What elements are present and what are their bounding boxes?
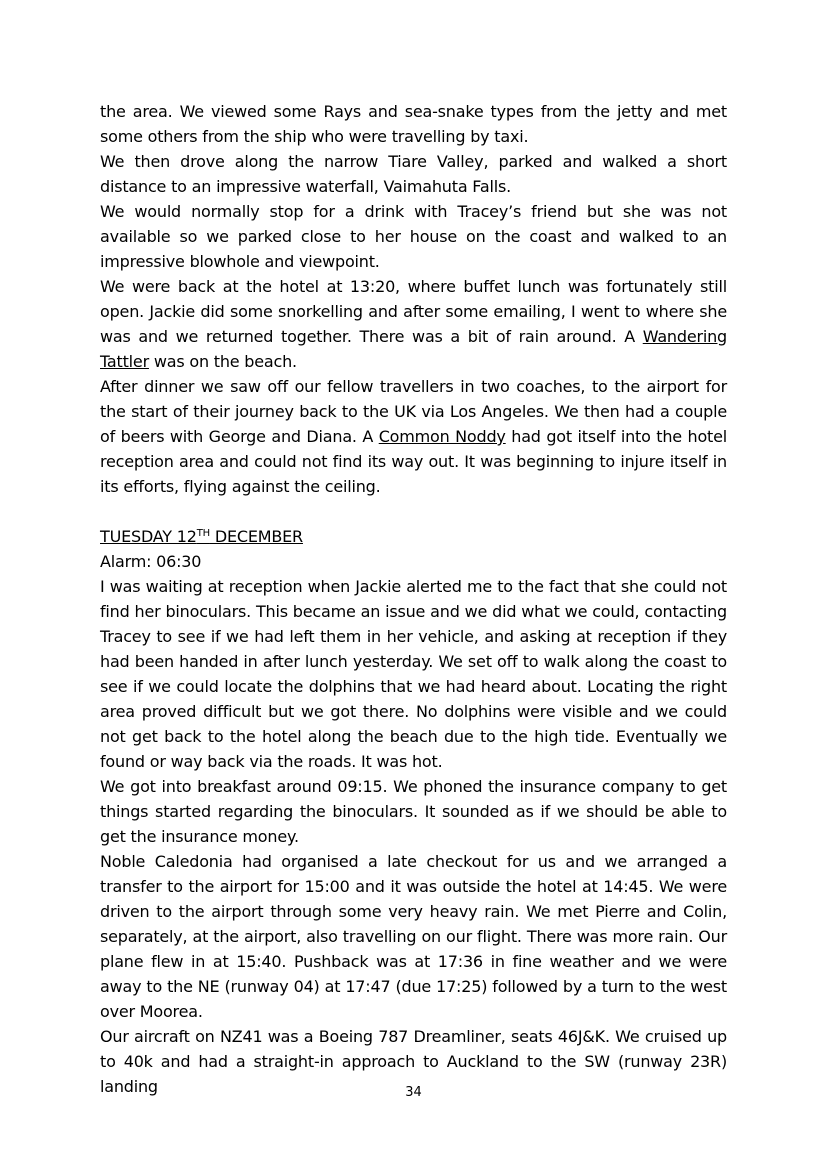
alarm-line: Alarm: 06:30: [100, 552, 202, 571]
paragraph-airport: Noble Caledonia had organised a late checkout for us and we arranged a transfer to the airport for 15:00 and it was outside the hotel at 14:45. We were driven to the airport through some very heavy rain. We met Pierre and Colin, separately, at the airport, also travelling on our flight. There was more rain. Our plane flew in at 15:40. Pushback was at 17:36 in fine weather and we were away to the NE (runway 04) at 17:47 (due 17:25) followed by a turn to the west over Moorea.: [100, 852, 727, 1021]
paragraph-lunch: [100, 274, 727, 374]
paragraph-text: was on the beach.: [148, 352, 297, 371]
body-text-bottom: [100, 524, 727, 1099]
page-number: 34: [405, 1085, 422, 1100]
paragraph-text: After dinner we saw off our fellow travellers in two coaches, to the airport for the start of their journey back to the UK via Los Angeles. We then had a couple of beers with George and Diana. A: [100, 377, 727, 446]
paragraph-text: had got itself into the hotel reception area and could not find its way out. It was beginning to injure itself in its efforts, flying against the ceiling.: [100, 427, 728, 496]
heading-month: DECEMBER: [209, 527, 303, 546]
paragraph-text: We were back at the hotel at 13:20, where buffet lunch was fortunately still open. Jackie did some snorkelling and after some emailing, I went to where she was and we returned together. There was a bit of rain around. A: [100, 277, 727, 346]
body-text-top: [100, 99, 727, 499]
paragraph-tiare-valley: We then drove along the narrow Tiare Valley, parked and walked a short distance to an impressive waterfall, Vaimahuta Falls.: [100, 152, 727, 196]
heading-ordinal: TH: [196, 528, 210, 539]
day-heading: [100, 524, 727, 549]
paragraph-flight: Our aircraft on NZ41 was a Boeing 787 Dreamliner, seats 46J&K. We cruised up to 40k and had a straight-in approach to Auckland to the SW (runway 23R) landing: [100, 1027, 727, 1096]
day-heading-text: [100, 527, 303, 546]
paragraph-binoculars: I was waiting at reception when Jackie alerted me to the fact that she could not find her binoculars. This became an issue and we did what we could, contacting Tracey to see if we had left them in her vehicle, and asking at reception if they had been handed in after lunch yesterday. We set off to walk along the coast to see if we could locate the dolphins that we had heard about. Locating the right area proved difficult but we got there. No dolphins were visible and we could not get back to the hotel along the beach due to the high tide. Eventually we found or way back via the roads. It was hot.: [100, 577, 727, 771]
paragraph-dinner: [100, 374, 727, 499]
paragraph-blowhole: We would normally stop for a drink with Tracey’s friend but she was not available so we parked close to her house on the coast and walked to an impressive blowhole and viewpoint.: [100, 202, 727, 271]
paragraph-jetty: the area. We viewed some Rays and sea-snake types from the jetty and met some others from the ship who were travelling by taxi.: [100, 102, 727, 146]
species-link-wandering-tattler[interactable]: Wandering Tattler: [100, 327, 727, 371]
species-link-common-noddy[interactable]: Common Noddy: [378, 427, 506, 446]
heading-day: TUESDAY 12: [100, 527, 197, 546]
paragraph-breakfast: We got into breakfast around 09:15. We phoned the insurance company to get things started regarding the binoculars. It sounded as if we should be able to get the insurance money.: [100, 777, 727, 846]
